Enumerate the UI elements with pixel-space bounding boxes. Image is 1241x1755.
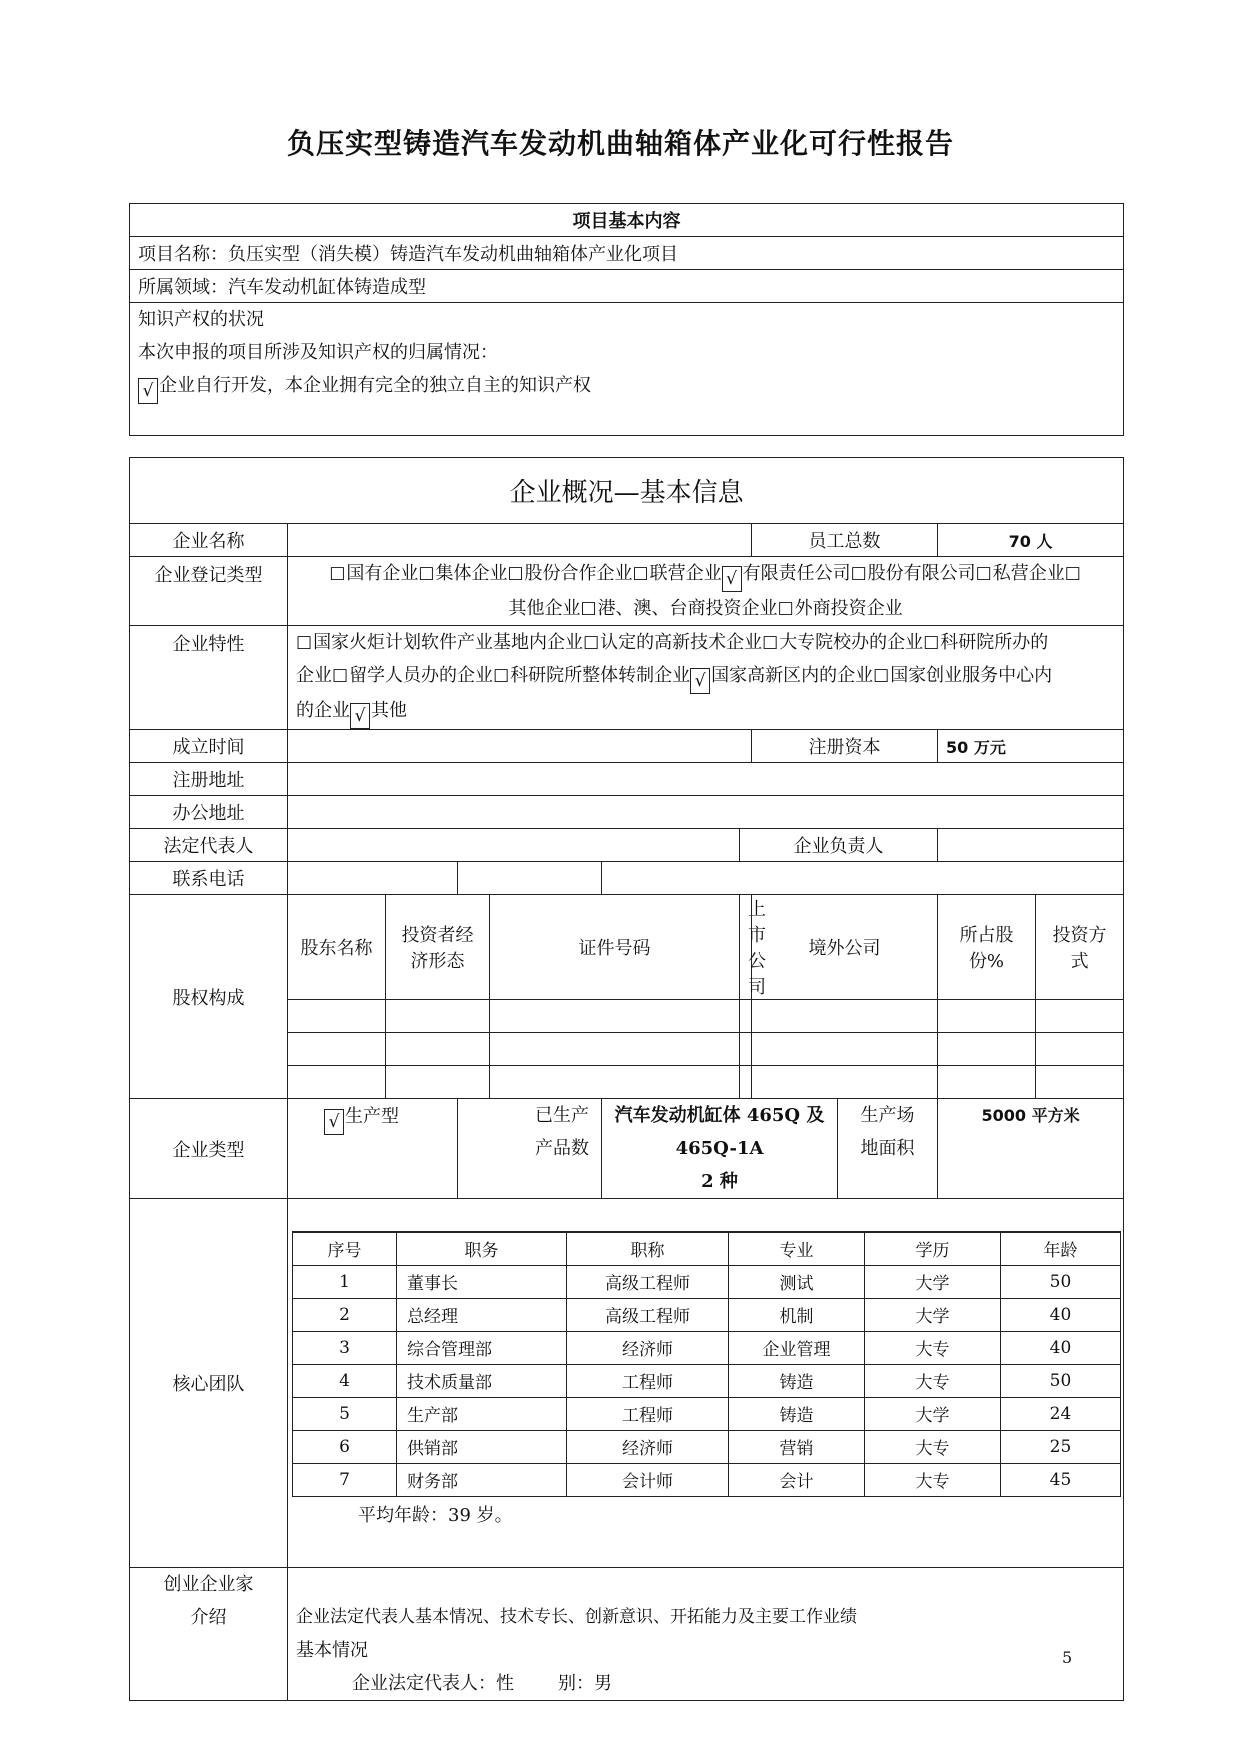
team-cell-position: 供销部: [397, 1430, 567, 1463]
team-cell-position: 综合管理部: [397, 1331, 567, 1364]
char-institute-run-cont: 企业: [296, 665, 332, 686]
company-name-label: 企业名称: [130, 524, 288, 557]
core-team-table: [292, 1231, 1121, 1497]
team-cell-title: 高级工程师: [567, 1265, 729, 1298]
team-cell-age: 25: [1001, 1430, 1121, 1463]
team-cell-position: 董事长: [397, 1265, 567, 1298]
char-startup-center-cont: 的企业: [296, 700, 350, 721]
char-startup-center: 国家创业服务中心内: [890, 665, 1053, 686]
founder-intro-heading: 企业法定代表人基本情况、技术专长、创新意识、开拓能力及主要工作业绩: [296, 1607, 857, 1627]
equity-header-id-number: 证件号码: [490, 895, 740, 1000]
char-checkbox-checked[interactable]: √: [690, 668, 710, 694]
equity-header-overseas: 境外公司: [752, 895, 938, 1000]
team-cell-position: 总经理: [397, 1298, 567, 1331]
reg-type-checkbox[interactable]: □: [632, 563, 649, 583]
staff-value: 70 人: [938, 524, 1124, 557]
char-certified-high-tech: 认定的高新技术企业: [600, 632, 763, 653]
ip-checkbox-checked[interactable]: √: [138, 378, 158, 404]
equity-header-method: 投资方式: [1036, 895, 1124, 1000]
char-checkbox[interactable]: □: [762, 632, 779, 652]
area-value: 5000 平方米: [938, 1099, 1124, 1199]
reg-type-checkbox[interactable]: □: [507, 563, 524, 583]
reg-type-label: 企业登记类型: [130, 557, 288, 626]
founder-label-line2: 介绍: [190, 1607, 227, 1628]
ip-title: 知识产权的状况: [138, 309, 264, 330]
products-value: [602, 1099, 838, 1199]
team-row: [293, 1331, 1121, 1364]
team-cell-education: 大专: [865, 1463, 1001, 1496]
reg-type-foreign: 外商投资企业: [794, 598, 903, 619]
char-high-tech-zone: 国家高新区内的企业: [711, 665, 874, 686]
document-title: 负压实型铸造汽车发动机曲轴箱体产业化可行性报告: [286, 127, 954, 160]
team-cell-no: 2: [293, 1298, 397, 1331]
staff-label: 员工总数: [752, 524, 938, 557]
team-cell-age: 40: [1001, 1331, 1121, 1364]
team-cell-education: 大学: [865, 1298, 1001, 1331]
char-checkbox-checked[interactable]: √: [350, 703, 370, 729]
reg-type-options: [288, 557, 1124, 626]
team-cell-position: 财务部: [397, 1463, 567, 1496]
products-value-line2: 465Q-1A: [675, 1138, 764, 1159]
team-cell-age: 40: [1001, 1298, 1121, 1331]
team-cell-title: 工程师: [567, 1364, 729, 1397]
page-number: 5: [1062, 1648, 1073, 1667]
phone-value-1: [288, 862, 458, 895]
reg-type-private: 私营企业: [992, 563, 1065, 584]
team-header-title: 职称: [567, 1232, 729, 1265]
team-header-major: 专业: [729, 1232, 865, 1265]
team-cell-no: 7: [293, 1463, 397, 1496]
team-cell-no: 5: [293, 1397, 397, 1430]
char-returnee-run: 留学人员办的企业: [349, 665, 494, 686]
legal-rep-value: [288, 829, 740, 862]
team-row: [293, 1265, 1121, 1298]
founder-label-line1: 创业企业家: [163, 1574, 254, 1595]
founder-gender-value: 别：男: [558, 1673, 612, 1694]
team-header-position: 职务: [397, 1232, 567, 1265]
reg-type-checkbox[interactable]: □: [1064, 563, 1081, 583]
manager-value: [938, 829, 1124, 862]
char-checkbox[interactable]: □: [873, 665, 890, 685]
core-team-label: 核心团队: [130, 1199, 288, 1568]
team-row: [293, 1430, 1121, 1463]
team-cell-title: 工程师: [567, 1397, 729, 1430]
legal-rep-label: 法定代表人: [130, 829, 288, 862]
team-cell-age: 50: [1001, 1265, 1121, 1298]
team-cell-major: 铸造: [729, 1397, 865, 1430]
team-cell-title: 经济师: [567, 1430, 729, 1463]
reg-type-joint-stock: 股份有限公司: [867, 563, 976, 584]
area-label-line2: 地面积: [860, 1138, 915, 1159]
manager-label: 企业负责人: [740, 829, 938, 862]
char-university-run: 大专院校办的企业: [779, 632, 924, 653]
core-team-cell: [288, 1199, 1124, 1568]
office-address-label: 办公地址: [130, 796, 288, 829]
equity-header-share: 所占股份%: [938, 895, 1036, 1000]
characteristic-label: 企业特性: [130, 626, 288, 730]
founder-gender-line: [296, 1667, 1115, 1700]
company-name-value: [288, 524, 752, 557]
team-cell-education: 大专: [865, 1331, 1001, 1364]
company-type-label: 企业类型: [130, 1099, 288, 1199]
team-cell-major: 营销: [729, 1430, 865, 1463]
reg-type-checkbox[interactable]: □: [418, 563, 435, 583]
capital-label: 注册资本: [752, 730, 938, 763]
team-header-age: 年龄: [1001, 1232, 1121, 1265]
reg-type-joint-stock-coop: 股份合作企业: [524, 563, 633, 584]
founder-intro-cell: [288, 1568, 1124, 1701]
char-checkbox[interactable]: □: [296, 632, 313, 652]
char-checkbox[interactable]: □: [583, 632, 600, 652]
team-cell-major: 会计: [729, 1463, 865, 1496]
phone-label: 联系电话: [130, 862, 288, 895]
team-cell-title: 经济师: [567, 1331, 729, 1364]
reg-type-checkbox[interactable]: □: [329, 563, 346, 583]
team-cell-title: 高级工程师: [567, 1298, 729, 1331]
reg-type-collective: 集体企业: [435, 563, 508, 584]
team-cell-major: 测试: [729, 1265, 865, 1298]
phone-value-3: [602, 862, 1124, 895]
products-label-line2: 产品数: [535, 1138, 589, 1159]
team-cell-major: 机制: [729, 1298, 865, 1331]
team-row: [293, 1397, 1121, 1430]
field-row: 所属领域：汽车发动机缸体铸造成型: [130, 270, 1124, 303]
reg-type-checkbox-checked[interactable]: √: [722, 566, 742, 592]
ip-description: 本次申报的项目所涉及知识产权的归属情况：: [138, 342, 498, 363]
char-checkbox[interactable]: □: [923, 632, 940, 652]
reg-type-checkbox[interactable]: □: [850, 563, 867, 583]
team-cell-age: 24: [1001, 1397, 1121, 1430]
team-cell-no: 3: [293, 1331, 397, 1364]
team-header-no: 序号: [293, 1232, 397, 1265]
products-label: [458, 1099, 602, 1199]
char-other: 其他: [371, 700, 407, 721]
team-cell-position: 技术质量部: [397, 1364, 567, 1397]
founder-basic-info: 基本情况: [296, 1640, 368, 1661]
team-cell-title: 会计师: [567, 1463, 729, 1496]
team-cell-no: 6: [293, 1430, 397, 1463]
area-label-line1: 生产场: [860, 1105, 915, 1126]
founder-label: [130, 1568, 288, 1701]
equity-header-listed: 上市公司: [740, 895, 752, 1000]
team-cell-age: 50: [1001, 1364, 1121, 1397]
founder-gender-label: 企业法定代表人：性: [352, 1673, 514, 1694]
reg-type-other: 其他企业: [508, 598, 581, 619]
founded-label: 成立时间: [130, 730, 288, 763]
team-cell-major: 铸造: [729, 1364, 865, 1397]
equity-header-shareholder: 股东名称: [288, 895, 386, 1000]
ip-option-label: 企业自行开发，本企业拥有完全的独立自主的知识产权: [159, 375, 591, 396]
reg-address-label: 注册地址: [130, 763, 288, 796]
reg-type-hk-macau-taiwan: 港、澳、台商投资企业: [597, 598, 778, 619]
company-info-table: [129, 457, 1124, 1701]
team-cell-education: 大学: [865, 1397, 1001, 1430]
company-info-header: 企业概况—基本信息: [130, 458, 1124, 524]
equity-header-economic-form: 投资者经济形态: [386, 895, 490, 1000]
equity-label: 股权构成: [130, 895, 288, 1099]
team-cell-no: 4: [293, 1364, 397, 1397]
char-checkbox[interactable]: □: [493, 665, 510, 685]
company-type-checkbox-checked[interactable]: √: [324, 1109, 344, 1135]
capital-value: 50 万元: [938, 730, 1124, 763]
team-cell-education: 大学: [865, 1265, 1001, 1298]
products-value-line1: 汽车发动机缸体 465Q 及: [614, 1105, 825, 1126]
reg-address-value: [288, 763, 1124, 796]
company-type-value: [288, 1099, 458, 1199]
reg-type-joint-venture: 联营企业: [649, 563, 722, 584]
reg-type-checkbox[interactable]: □: [975, 563, 992, 583]
founded-value: [288, 730, 752, 763]
products-value-line3: 2 种: [701, 1171, 738, 1192]
team-row: [293, 1463, 1121, 1496]
char-torch-software-base: 国家火炬计划软件产业基地内企业: [313, 632, 584, 653]
project-basics-header: 项目基本内容: [130, 204, 1124, 237]
products-label-line1: 已生产: [535, 1105, 589, 1126]
office-address-value: [288, 796, 1124, 829]
char-checkbox[interactable]: □: [332, 665, 349, 685]
area-label: [838, 1099, 938, 1199]
team-cell-position: 生产部: [397, 1397, 567, 1430]
reg-type-checkbox[interactable]: □: [777, 598, 794, 618]
team-row: [293, 1298, 1121, 1331]
team-cell-education: 大专: [865, 1430, 1001, 1463]
company-type-text: 生产型: [345, 1106, 399, 1127]
team-cell-major: 企业管理: [729, 1331, 865, 1364]
reg-type-state-owned: 国有企业: [346, 563, 419, 584]
ip-option: [138, 369, 1115, 404]
team-header-education: 学历: [865, 1232, 1001, 1265]
phone-value-2: [458, 862, 602, 895]
team-header-row: [293, 1232, 1121, 1265]
team-cell-no: 1: [293, 1265, 397, 1298]
team-row: [293, 1364, 1121, 1397]
team-cell-education: 大专: [865, 1364, 1001, 1397]
ip-status-cell: [130, 303, 1124, 436]
project-name-row: 项目名称：负压实型（消失模）铸造汽车发动机曲轴箱体产业化项目: [130, 237, 1124, 270]
char-institute-converted: 科研院所整体转制企业: [510, 665, 691, 686]
char-institute-run: 科研院所办的: [940, 632, 1049, 653]
project-basics-table: [129, 203, 1124, 436]
characteristic-options: [288, 626, 1124, 730]
reg-type-llc: 有限责任公司: [742, 563, 851, 584]
reg-type-checkbox[interactable]: □: [580, 598, 597, 618]
average-age: 平均年龄：39 岁。: [358, 1504, 513, 1526]
team-cell-age: 45: [1001, 1463, 1121, 1496]
